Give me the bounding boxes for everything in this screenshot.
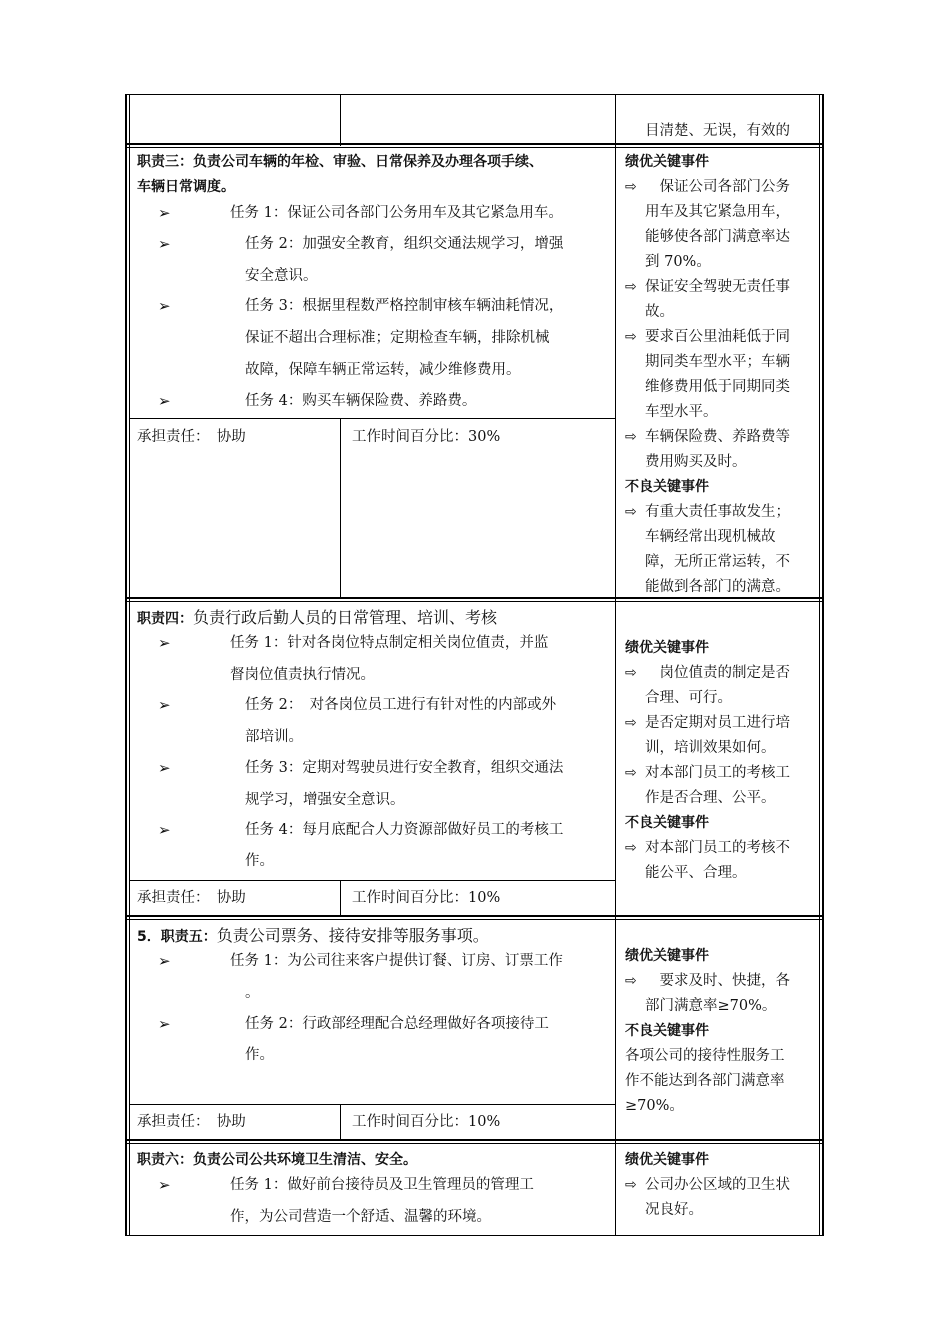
duty-title-prefix: 5．职责五： (137, 929, 217, 945)
event-line: 能做到各部门的满意。 (645, 579, 790, 595)
duty-title: 车辆日常调度。 (137, 179, 235, 195)
task-line: 任务 1：为公司往来客户提供订餐、订房、订票工作 (230, 953, 563, 969)
event-line: 部门满意率≥70%。 (645, 998, 777, 1014)
white-arrow-icon: ⇨ (625, 279, 637, 295)
duty-title-text: 负责公司票务、接待安排等服务事项。 (216, 926, 489, 945)
white-arrow-icon: ⇨ (625, 1177, 637, 1193)
white-arrow-icon: ⇨ (625, 973, 637, 989)
task-line: 。 (245, 985, 260, 1001)
bullet-arrow-icon: ➢ (158, 235, 171, 253)
white-arrow-icon: ⇨ (625, 840, 637, 856)
bullet-arrow-icon: ➢ (158, 759, 171, 777)
event-line: 保证安全驾驶无责任事 (645, 279, 790, 295)
bad-events-title: 不良关键事件 (625, 815, 709, 831)
task-line: 任务 3：定期对驾驶员进行安全教育，组织交通法 (245, 760, 564, 776)
event-line: 各项公司的接待性服务工 (625, 1048, 785, 1064)
event-line: 作不能达到各部门满意率 (625, 1073, 785, 1089)
task-line: 任务 4：每月底配合人力资源部做好员工的考核工 (245, 822, 564, 838)
event-line: 要求百公里油耗低于同 (645, 329, 790, 345)
task-line: 任务 1：针对各岗位特点制定相关岗位值责，并监 (230, 635, 549, 651)
event-line: 费用购买及时。 (645, 454, 747, 470)
bullet-arrow-icon: ➢ (158, 297, 171, 315)
task-line: 任务 1：保证公司各部门公务用车及其它紧急用车。 (230, 205, 563, 221)
bullet-arrow-icon: ➢ (158, 392, 171, 410)
good-events-title: 绩优关键事件 (625, 640, 709, 656)
duty-title-prefix: 职责四： (137, 611, 193, 627)
task-line: 任务 2： 对各岗位员工进行有针对性的内部或外 (245, 697, 557, 713)
bullet-arrow-icon: ➢ (158, 952, 171, 970)
duty-title-text: 负责行政后勤人员的日常管理、培训、考核 (193, 608, 498, 627)
task-line: 任务 1：做好前台接待员及卫生管理员的管理工 (230, 1177, 534, 1193)
white-arrow-icon: ⇨ (625, 179, 637, 195)
top-right-text: 目清楚、无误，有效的 (645, 123, 790, 139)
duty-title: 职责六：负责公司公共环境卫生清洁、安全。 (137, 1152, 417, 1168)
event-line: 对本部门员工的考核不 (645, 840, 790, 856)
white-arrow-icon: ⇨ (625, 504, 637, 520)
bullet-arrow-icon: ➢ (158, 1015, 171, 1033)
event-line: 公司办公区域的卫生状 (645, 1177, 790, 1193)
event-line: 期同类车型水平；车辆 (645, 354, 790, 370)
responsibility: 承担责任： 协助 (137, 890, 246, 906)
event-line: 维修费用低于同期同类 (645, 379, 790, 395)
time-percentage: 工作时间百分比：10% (352, 890, 501, 906)
event-line: 用车及其它紧急用车， (645, 204, 790, 220)
time-percentage: 工作时间百分比：30% (352, 429, 501, 445)
task-line: 故障，保障车辆正常运转，减少维修费用。 (245, 362, 521, 378)
good-events-title: 绩优关键事件 (625, 948, 709, 964)
task-line: 任务 4：购买车辆保险费、养路费。 (245, 393, 477, 409)
duty-title: 职责三：负责公司车辆的年检、审验、日常保养及办理各项手续、 (137, 154, 543, 170)
event-line: 车辆保险费、养路费等 (645, 429, 790, 445)
event-line: 对本部门员工的考核工 (645, 765, 790, 781)
bullet-arrow-icon: ➢ (158, 204, 171, 222)
event-line: ≥70%。 (625, 1098, 684, 1114)
event-line: 岗位值责的制定是否 (645, 665, 790, 681)
event-line: 况良好。 (645, 1202, 703, 1218)
event-line: 训，培训效果如何。 (645, 740, 776, 756)
bullet-arrow-icon: ➢ (158, 634, 171, 652)
bad-events-title: 不良关键事件 (625, 479, 709, 495)
task-line: 任务 3：根据里程数严格控制审核车辆油耗情况， (245, 298, 564, 314)
bullet-arrow-icon: ➢ (158, 1176, 171, 1194)
event-line: 故。 (645, 304, 674, 320)
task-line: 督岗位值责执行情况。 (230, 667, 375, 683)
duty-title (137, 608, 497, 629)
task-line: 任务 2：行政部经理配合总经理做好各项接待工 (245, 1016, 549, 1032)
task-line: 作。 (245, 1047, 274, 1063)
event-line: 作是否合理、公平。 (645, 790, 776, 806)
event-line: 有重大责任事故发生； (645, 504, 790, 520)
task-line: 安全意识。 (245, 268, 318, 284)
responsibility: 承担责任： 协助 (137, 1114, 246, 1130)
task-line: 任务 2：加强安全教育，组织交通法规学习，增强 (245, 236, 564, 252)
white-arrow-icon: ⇨ (625, 329, 637, 345)
event-line: 车型水平。 (645, 404, 718, 420)
task-line: 规学习，增强安全意识。 (245, 792, 405, 808)
white-arrow-icon: ⇨ (625, 665, 637, 681)
white-arrow-icon: ⇨ (625, 429, 637, 445)
bullet-arrow-icon: ➢ (158, 696, 171, 714)
event-line: 要求及时、快捷，各 (645, 973, 790, 989)
event-line: 能够使各部门满意率达 (645, 229, 790, 245)
event-line: 到 70%。 (645, 254, 711, 270)
bad-events-title: 不良关键事件 (625, 1023, 709, 1039)
responsibility: 承担责任： 协助 (137, 429, 246, 445)
bullet-arrow-icon: ➢ (158, 821, 171, 839)
task-line: 作。 (245, 853, 274, 869)
task-line: 保证不超出合理标准；定期检查车辆，排除机械 (245, 330, 550, 346)
good-events-title: 绩优关键事件 (625, 154, 709, 170)
good-events-title: 绩优关键事件 (625, 1152, 709, 1168)
event-line: 障，无所正常运转，不 (645, 554, 790, 570)
event-line: 能公平、合理。 (645, 865, 747, 881)
duty-title (137, 926, 489, 947)
event-line: 车辆经常出现机械故 (645, 529, 776, 545)
event-line: 是否定期对员工进行培 (645, 715, 790, 731)
task-line: 部培训。 (245, 729, 303, 745)
white-arrow-icon: ⇨ (625, 765, 637, 781)
event-line: 合理、可行。 (645, 690, 732, 706)
task-line: 作，为公司营造一个舒适、温馨的环境。 (230, 1209, 491, 1225)
time-percentage: 工作时间百分比：10% (352, 1114, 501, 1130)
event-line: 保证公司各部门公务 (645, 179, 790, 195)
white-arrow-icon: ⇨ (625, 715, 637, 731)
